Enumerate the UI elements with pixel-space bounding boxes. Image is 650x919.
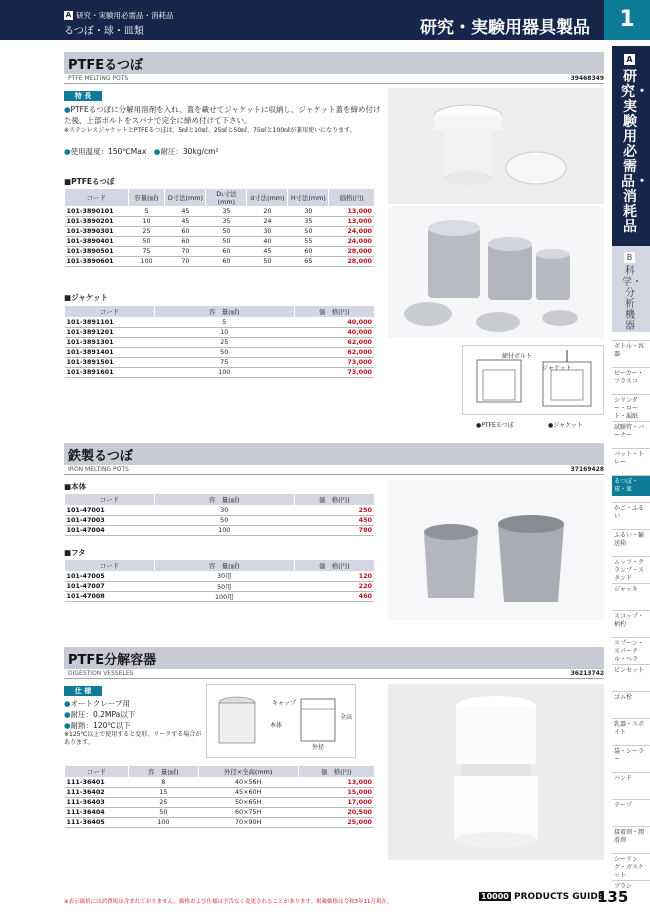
table-header-cell: 価 格(円) (294, 306, 374, 317)
sidebar-item[interactable]: かご・ふるい (612, 502, 650, 523)
table-cell: 100用 (154, 591, 294, 601)
table-row (65, 317, 375, 327)
table-cell: 60 (288, 246, 329, 256)
table-header-cell: 価 格(円) (294, 560, 374, 571)
product-code: 101-3890601 (65, 256, 129, 266)
sidebar-a-text: 研究・実験用必需品・消耗品 (621, 69, 649, 235)
table-cell: 60×75H (198, 807, 298, 817)
price-cell: 24,000 (329, 236, 374, 246)
sidebar-item[interactable]: ムッフ・クランプ・スタンド (612, 556, 650, 585)
sidebar-item[interactable]: ボトル・容器 (612, 340, 650, 361)
jacket-photo (388, 206, 604, 338)
table-cell: 50 (154, 515, 294, 525)
price-cell: 20,500 (298, 807, 374, 817)
table-cell: 100 (154, 367, 294, 377)
ptfe-description: ●PTFEるつぼに分解用溶剤を入れ、蓋を載せてジャケットに収納し、ジャケット蓋を締め付けた後、上部ボルトをスパナで完全に締め付けて下さい。 (64, 105, 381, 125)
sidebar (612, 46, 650, 919)
sidebar-item[interactable]: バット・トレー (612, 448, 650, 469)
table-row (65, 817, 375, 827)
iron-section-bar (64, 443, 604, 465)
price-cell: 73,000 (294, 367, 374, 377)
table-cell: 30 (154, 505, 294, 515)
table-cell: 45×60H (198, 787, 298, 797)
sidebar-item[interactable]: るつぼ・球・皿 (612, 475, 650, 496)
price-cell: 73,000 (294, 357, 374, 367)
category-letter: A (65, 11, 72, 19)
table-cell: 50 (206, 236, 247, 246)
ptfe-section-bar (64, 52, 604, 74)
ptfe-specs: ●使用温度：150℃Max ●耐圧：30kg/cm² (64, 147, 219, 156)
table-cell: 40 (247, 236, 288, 246)
product-code: 101-3891401 (65, 347, 155, 357)
sidebar-item[interactable]: シーリング・ガスケット (612, 853, 650, 882)
price-cell: 62,000 (294, 337, 374, 347)
product-code: 111-36402 (65, 787, 129, 797)
footer-note: ※表示価格には消費税は含まれておりません。価格および仕様は予告なく変更されることがあります。掲載価格は令和3年11月現在。 (64, 899, 393, 905)
table-header-cell: コード (65, 766, 129, 777)
table-header-cell: 価 格(円) (294, 494, 374, 505)
table-cell: 50用 (154, 581, 294, 591)
sidebar-b-text: 科学・分析機器 (622, 266, 642, 332)
table-row (65, 777, 375, 787)
price-cell: 120 (294, 571, 374, 581)
jacket-table-label: ■ジャケット (64, 293, 109, 302)
price-cell: 460 (294, 591, 374, 601)
sidebar-item[interactable]: 乳器・スポイト (612, 718, 650, 739)
price-cell: 13,000 (329, 216, 374, 226)
table-cell: 50 (128, 236, 165, 246)
sidebar-item[interactable]: シリンダー・ロート・漏紙 (612, 394, 650, 423)
table-row (65, 571, 375, 581)
table-row (65, 787, 375, 797)
table-cell: 60 (165, 226, 206, 236)
product-code: 101-47005 (65, 571, 155, 581)
ptfe-note: ※ステンレスジャケットとPTFEるつぼは、5㎖と10㎖、25㎖と50㎖、75㎖と100㎖が兼用使いになります。 (64, 127, 356, 134)
sidebar-item[interactable]: テープ (612, 799, 650, 812)
table-cell: 30 (288, 206, 329, 216)
table-cell: 25 (154, 337, 294, 347)
table-cell: 70 (165, 246, 206, 256)
price-cell: 62,000 (294, 347, 374, 357)
ptfe-features-tag: 特 長 (64, 91, 102, 101)
diagram-height-label: 全高 (340, 714, 353, 721)
diagram-cap-label: キャップ (272, 700, 297, 707)
product-code: 101-3890101 (65, 206, 129, 216)
table-row (65, 246, 375, 256)
product-code: 101-3890501 (65, 246, 129, 256)
table-cell: 50 (128, 807, 198, 817)
product-code: 101-3891201 (65, 327, 155, 337)
product-code: 101-3891101 (65, 317, 155, 327)
product-code: 111-36403 (65, 797, 129, 807)
ptfe-code: 39468349 (570, 75, 604, 82)
table-header-cell: 外径×全高(mm) (198, 766, 298, 777)
table-row (65, 337, 375, 347)
table-row (65, 347, 375, 357)
product-code: 111-36405 (65, 817, 129, 827)
sidebar-section-a[interactable] (612, 46, 650, 246)
iron-en: IRON MELTING POTS (68, 466, 129, 473)
sidebar-item[interactable]: 接着剤・潤滑剤 (612, 826, 650, 847)
table-cell: 30用 (154, 571, 294, 581)
product-code: 101-3890201 (65, 216, 129, 226)
digestion-title: PTFE分解容器 (68, 653, 157, 668)
sidebar-item[interactable]: バンド (612, 772, 650, 785)
table-cell: 55 (288, 236, 329, 246)
table-row (65, 226, 375, 236)
table-cell: 35 (288, 216, 329, 226)
digestion-table (64, 766, 374, 828)
table-cell: 10 (154, 327, 294, 337)
table-row (65, 236, 375, 246)
table-row (65, 505, 375, 515)
product-code: 101-47008 (65, 591, 155, 601)
table-header-cell: 価格(円) (329, 189, 374, 206)
price-cell: 15,000 (298, 787, 374, 797)
sidebar-item[interactable]: スコップ・柄杓 (612, 610, 650, 631)
iron-lid-table (64, 560, 374, 602)
sidebar-b-letter: B (624, 252, 635, 263)
price-cell: 450 (294, 515, 374, 525)
table-header-cell: 容 量(㎖) (128, 766, 198, 777)
product-code: 101-3891601 (65, 367, 155, 377)
iron-crucible-photo (388, 480, 604, 620)
table-row (65, 807, 375, 817)
sidebar-item[interactable]: ジャッキ (612, 583, 650, 596)
digestion-subtitle-row (64, 669, 604, 679)
subcategory-text: るつぼ・球・皿類 (64, 26, 144, 37)
price-cell: 28,000 (329, 256, 374, 266)
ptfe-crucible-photo (388, 88, 604, 204)
price-cell: 220 (294, 581, 374, 591)
table-cell: 100 (154, 525, 294, 535)
table-cell: 75 (128, 246, 165, 256)
table-row (65, 515, 375, 525)
sidebar-item[interactable]: 袋・シーラー (612, 745, 650, 766)
price-cell: 40,000 (294, 317, 374, 327)
table-cell: 25 (128, 226, 165, 236)
table-cell: 60 (206, 256, 247, 266)
table-cell: 15 (128, 787, 198, 797)
table-row (65, 797, 375, 807)
sidebar-item[interactable]: スプーン・スパーテル・ヘラ (612, 637, 650, 666)
product-code: 111-36404 (65, 807, 129, 817)
table-cell: 30 (247, 226, 288, 236)
table-cell: 50 (288, 226, 329, 236)
sidebar-item[interactable]: ふるい・輸送箱 (612, 529, 650, 550)
table-row (65, 367, 375, 377)
table-header-cell: d寸法(mm) (247, 189, 288, 206)
price-cell: 28,000 (329, 246, 374, 256)
price-cell: 17,000 (298, 797, 374, 807)
bolt-label: 締付ボルト (502, 353, 533, 360)
table-cell: 45 (247, 246, 288, 256)
table-cell: 35 (206, 206, 247, 216)
table-cell: 60 (206, 246, 247, 256)
product-code: 101-47003 (65, 515, 155, 525)
table-header-cell: コード (65, 560, 155, 571)
table-row (65, 206, 375, 216)
chapter-number: 1 (604, 0, 650, 40)
sidebar-item[interactable]: ゴム栓 (612, 691, 650, 704)
section-title: 研究・実験用器具製品 (420, 18, 590, 38)
table-row (65, 256, 375, 266)
table-cell: 50×65H (198, 797, 298, 807)
digestion-section-bar (64, 647, 604, 669)
sidebar-section-b[interactable] (612, 246, 650, 332)
table-cell: 50 (206, 226, 247, 236)
table-cell: 40×56H (198, 777, 298, 787)
digestion-vessel-photo (388, 684, 604, 860)
ptfe-en: PTFE MELTING POTS (68, 75, 129, 82)
digestion-code: 36213742 (570, 670, 604, 677)
table-cell: 5 (154, 317, 294, 327)
price-cell: 250 (294, 505, 374, 515)
table-header-cell: 容 量(㎖) (154, 560, 294, 571)
iron-title: 鉄製るつぼ (68, 449, 133, 464)
table-cell: 100 (128, 256, 165, 266)
table-header-cell: D₁寸法(mm) (206, 189, 247, 206)
table-cell: 8 (128, 777, 198, 787)
diagram-caption-jacket: ●ジャケット (548, 422, 583, 429)
digestion-en: DIGESTION VESSELES (68, 670, 134, 677)
table-cell: 70 (165, 256, 206, 266)
table-header-cell: 容量(㎖) (128, 189, 165, 206)
product-code: 101-47001 (65, 505, 155, 515)
price-cell: 780 (294, 525, 374, 535)
product-code: 101-3891501 (65, 357, 155, 367)
table-header-cell: 価 格(円) (298, 766, 374, 777)
table-cell: 20 (247, 206, 288, 216)
sidebar-a-letter: A (624, 54, 635, 65)
table-cell: 60 (165, 236, 206, 246)
jacket-table (64, 306, 374, 378)
table-header-cell: コード (65, 494, 155, 505)
diagram-od-label: 外径 (312, 744, 325, 751)
table-cell: 45 (165, 206, 206, 216)
table-row (65, 581, 375, 591)
table-header-cell: 容 量(㎖) (154, 306, 294, 317)
price-cell: 40,000 (294, 327, 374, 337)
price-cell: 24,000 (329, 226, 374, 236)
page-number: 135 (597, 888, 629, 906)
iron-code: 37169428 (570, 466, 604, 473)
iron-body-label: ■本体 (64, 482, 87, 491)
sidebar-item[interactable]: ピンセット (612, 664, 650, 677)
table-cell: 24 (247, 216, 288, 226)
product-code: 111-36401 (65, 777, 129, 787)
table-header-cell: コード (65, 306, 155, 317)
table-cell: 5 (128, 206, 165, 216)
table-row (65, 327, 375, 337)
page-header (0, 0, 650, 40)
iron-lid-label: ■フタ (64, 548, 86, 557)
table-cell: 50 (247, 256, 288, 266)
table-row (65, 216, 375, 226)
iron-subtitle-row (64, 465, 604, 475)
table-row (65, 525, 375, 535)
products-guide: 10000 PRODUCTS GUIDE (481, 892, 604, 902)
table-cell: 10 (128, 216, 165, 226)
table-header-cell: コード (65, 189, 129, 206)
diagram-body-label: 本体 (270, 722, 283, 729)
table-cell: 70×90H (198, 817, 298, 827)
price-cell: 13,000 (329, 206, 374, 216)
sidebar-item[interactable]: ビーカー・フラスコ (612, 367, 650, 388)
category-text: 研究・実験用必需品・消耗品 (76, 11, 174, 20)
table-cell: 45 (165, 216, 206, 226)
ptfe-title: PTFEるつぼ (68, 58, 144, 73)
jacket-diagram-label: ジャケット (542, 365, 572, 372)
product-code: 101-3891301 (65, 337, 155, 347)
ptfe-diagram (462, 345, 604, 415)
product-code: 101-3890401 (65, 236, 129, 246)
table-header-cell: D寸法(mm) (165, 189, 206, 206)
ptfe-table (64, 189, 374, 267)
table-cell: 100 (128, 817, 198, 827)
table-cell: 50 (154, 347, 294, 357)
product-code: 101-47004 (65, 525, 155, 535)
digestion-specs: ●オートクレーブ用 ●耐圧：0.2MPa以下 ●耐熱：120℃以下 ※125℃以上で使用すると変形、リークする場合があります。 (64, 699, 202, 746)
ptfe-table-label: ■PTFEるつぼ (64, 177, 115, 186)
table-cell: 25 (128, 797, 198, 807)
ptfe-subtitle-row (64, 74, 604, 84)
price-cell: 25,000 (298, 817, 374, 827)
table-cell: 75 (154, 357, 294, 367)
table-row (65, 357, 375, 367)
table-header-cell: H寸法(mm) (288, 189, 329, 206)
diagram-caption-ptfe: ●PTFEるつぼ (476, 422, 514, 429)
digestion-spec-tag: 仕 様 (64, 686, 102, 696)
product-code: 101-47007 (65, 581, 155, 591)
table-cell: 65 (288, 256, 329, 266)
product-code: 101-3890301 (65, 226, 129, 236)
iron-body-table (64, 494, 374, 536)
sidebar-item[interactable]: ブラシ (612, 880, 650, 893)
table-cell: 35 (206, 216, 247, 226)
table-row (65, 591, 375, 601)
sidebar-item[interactable]: 試験管・バーナー (612, 421, 650, 442)
table-header-cell: 容 量(㎖) (154, 494, 294, 505)
price-cell: 13,000 (298, 777, 374, 787)
